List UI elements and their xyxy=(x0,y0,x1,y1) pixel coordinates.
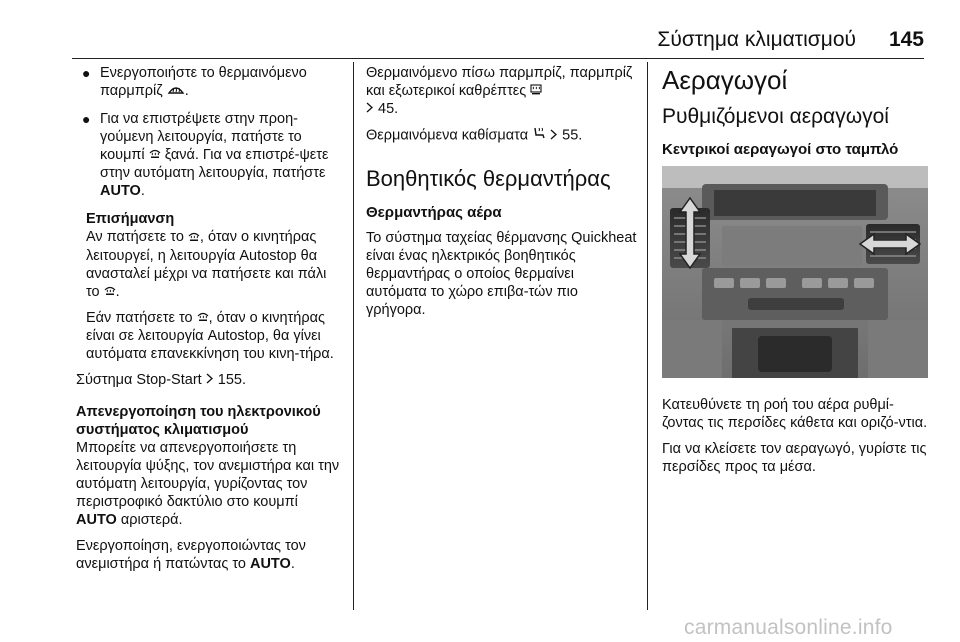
bullet-dot: ● xyxy=(82,111,91,128)
column-divider-2 xyxy=(647,62,648,610)
watermark: carmanualsonline.info xyxy=(684,616,893,639)
page-reference-icon xyxy=(550,127,558,145)
windshield-heat-icon xyxy=(167,82,185,100)
note-paragraph: Αν πατήσετε το , όταν ο κινητήρας λειτουργεί, η λειτουργία Autostop θα ανασταλεί μέχρι να πατήσετε και πάλι το . xyxy=(86,229,327,300)
page-reference-icon xyxy=(366,100,374,118)
heated-seats-paragraph: Θερμαινόμενα καθίσματα 55. xyxy=(366,127,583,144)
page-title: Σύστημα κλιματισμού xyxy=(657,28,856,51)
vent-direction-paragraph: Κατευθύνετε τη ροή του αέρα ρυθμί-ζοντας τις περσίδες κάθετα και οριζό-ντια. xyxy=(662,397,928,431)
dashboard-vents-photo xyxy=(662,166,928,378)
page-number: 145 xyxy=(888,28,924,51)
deactivation-paragraph: Μπορείτε να απενεργοποιήσετε τη λειτουργία ψύξης, τον ανεμιστήρα και την αυτόματη λειτουργία, γυρίζοντας τον περιστροφικό δακτύλιο στο κουμπί AUTO αριστερά. xyxy=(76,440,340,529)
page-reference-icon xyxy=(206,371,214,389)
column-3 xyxy=(662,64,928,484)
max-defrost-icon xyxy=(188,229,200,247)
stop-start-reference: Σύστημα Stop-Start 155. xyxy=(76,371,246,388)
max-defrost-icon xyxy=(197,309,209,327)
heated-windows-paragraph: Θερμαινόμενο πίσω παρμπρίζ, παρμπρίζ και εξωτερικοί καθρέπτες 45. xyxy=(366,65,633,118)
seat-heat-icon xyxy=(532,126,546,145)
header-rule xyxy=(72,58,924,59)
subsection-title: Θερμαντήρας αέρα xyxy=(366,204,502,222)
activation-paragraph: Ενεργοποίηση, ενεργοποιώντας τον ανεμιστήρα ή πατώντας το AUTO. xyxy=(76,538,306,573)
note-box xyxy=(76,210,342,363)
note-title: Επισήμανση xyxy=(86,211,175,228)
vent-close-paragraph: Για να κλείσετε τον αεραγωγό, γυρίστε τις περσίδες προς τα μέσα. xyxy=(662,441,927,475)
quickheat-paragraph: Το σύστημα ταχείας θέρμανσης Quickheat είναι ένας ηλεκτρικός βοηθητικός θερμαντήρας ο οποίος θερμαίνει αυτόματα το χώρο επιβα-τών πιο γρήγορα. xyxy=(366,230,637,319)
bullet-item: ● Ενεργοποιήστε το θερμαινόμενο παρμπρίζ . xyxy=(82,65,307,99)
page-header xyxy=(0,26,960,54)
note-paragraph: Εάν πατήσετε το , όταν ο κινητήρας είναι σε λειτουργία Autostop, θα γίνει αυτόματα επανεκκίνηση του κινη-τήρα. xyxy=(86,309,334,362)
chapter-title: Αεραγωγοί xyxy=(662,65,788,95)
chapter-subtitle: Ρυθμιζόμενοι αεραγωγοί xyxy=(662,105,889,128)
column-2 xyxy=(366,64,638,327)
column-divider-1 xyxy=(353,62,354,610)
deactivation-heading: Απενεργοποίηση του ηλεκτρονικού συστήματος κλιματισμού xyxy=(76,404,321,439)
max-defrost-icon xyxy=(149,146,161,164)
column-1 xyxy=(76,64,342,581)
section-title: Κεντρικοί αεραγωγοί στο ταμπλό xyxy=(662,141,899,158)
section-title: Βοηθητικός θερμαντήρας xyxy=(366,166,611,192)
bullet-item: ● Για να επιστρέψετε στην προη-γούμενη λειτουργία, πατήστε το κουμπί ξανά. Για να επιστρέ-ψετε στην αυτόματη λειτουργία, πατήστε AUTO. xyxy=(82,111,329,200)
rear-window-heat-icon xyxy=(530,82,542,100)
bullet-dot: ● xyxy=(82,65,91,81)
max-defrost-icon xyxy=(104,283,116,301)
